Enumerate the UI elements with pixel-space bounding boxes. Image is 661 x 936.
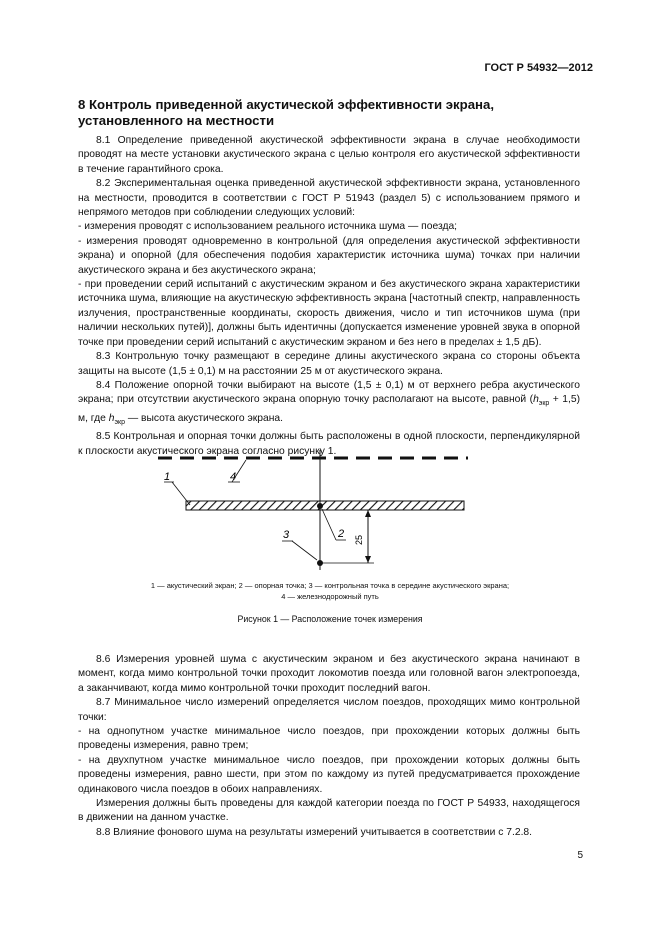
- figure-caption: Рисунок 1 — Расположение точек измерения: [237, 614, 423, 624]
- h-subscript: экр: [538, 400, 550, 408]
- page-number: 5: [577, 850, 583, 861]
- figure-label-1: 1: [164, 471, 171, 483]
- paragraph-8-1: 8.1 Определение приведенной акустической эффективности экрана в случае необходимости проводят на месте установки акустического экрана с целью контроля его акустической эффективности в течение гарантийного срока.: [78, 135, 580, 175]
- leader-2: [322, 509, 336, 540]
- body-text-top: [78, 134, 580, 459]
- figure-legend-line2: 4 — железнодорожный путь: [281, 592, 379, 601]
- document-code: ГОСТ Р 54932—2012: [484, 62, 593, 74]
- figure-label-2: 2: [338, 528, 345, 540]
- arrow-head: [365, 556, 371, 563]
- figure-diagram: [150, 448, 480, 573]
- section-title-line1: 8 Контроль приведенной акустической эффективности экрана,: [78, 97, 494, 112]
- p84-part1: 8.4 Положение опорной точки выбирают на высоте (1,5 ± 0,1) м от верхнего ребра акустического экрана; при отсутствии акустического экрана опорную точку располагают на высоте, равной (: [78, 379, 580, 406]
- arrow-head: [365, 510, 371, 517]
- h-symbol: h: [108, 412, 115, 424]
- paragraph-8-4: [78, 379, 580, 430]
- body-text-bottom: [78, 653, 580, 840]
- section-heading: [78, 97, 538, 129]
- list-item: - измерения проводят одновременно в контрольной (для определения акустической эффективности экрана) и опорной (для обеспечения подобия характеристик источника шума) точках при наличии акустического экрана и без акустического экрана;: [78, 235, 580, 276]
- h-subscript: экр: [114, 418, 125, 426]
- figure-1: [150, 448, 480, 578]
- paragraph-measurements: Измерения должны быть проведены для каждой категории поезда по ГОСТ Р 54933, находящегося в движении на данном участке.: [78, 798, 580, 824]
- list-item: - на двухпутном участке минимальное число поездов, при прохождении которых должны быть проведены измерения, равно шести, при этом по каждому из путей предусматривается прохождение одинакового числа поездов в обоих направлениях.: [78, 754, 580, 795]
- leader-3: [292, 541, 317, 560]
- h-symbol: h: [533, 394, 539, 406]
- figure-legend-line1: 1 — акустический экран; 2 — опорная точка; 3 — контрольная точка в середине акустического экрана;: [150, 581, 510, 590]
- paragraph-8-7: 8.7 Минимальное число измерений определяется числом поездов, проходящих мимо контрольной точки:: [78, 697, 580, 723]
- p84-part3: — высота акустического экрана.: [124, 412, 283, 424]
- paragraph-8-6: 8.6 Измерения уровней шума с акустическим экраном и без акустического экрана начинают в момент, когда мимо контрольной точки проходит локомотив поезда или головной вагон электропоезда, а заканчивают, когда мимо контрольной точки проходит последний вагон.: [78, 654, 580, 694]
- paragraph-8-5: 8.5 Контрольная и опорная точки должны быть расположены в одной плоскости, перпендикулярной к плоскости акустического экрана согласно рисунку 1.: [78, 431, 580, 457]
- dimension-label: 25: [354, 534, 364, 546]
- acoustic-barrier: [186, 501, 464, 510]
- paragraph-8-8: 8.8 Влияние фонового шума на результаты измерений учитывается в соответствии с 7.2.8.: [96, 826, 533, 838]
- list-item: - измерения проводят с использованием реального источника шума — поезда;: [78, 221, 458, 233]
- p84-part2: + 1,5) м, где: [78, 394, 580, 424]
- list-item: - при проведении серий испытаний с акустическим экраном и без акустического экрана характеристики источника шума, влияющие на акустическую эффективность экрана [частотный спектр, направленность излучения, пространственные координаты, скорость движения, число и тип источников шума (при наличии нескольких путей)], должны быть идентичны (допускается изменение уровней звука в опорной точке при проведении серий испытаний с акустическим экраном и без него в пределах ± 1,5 дБ).: [78, 279, 580, 348]
- figure-label-3: 3: [283, 529, 290, 541]
- paragraph-8-3: 8.3 Контрольную точку размещают в середине длины акустического экрана со стороны объекта защиты на высоте (1,5 ± 0,1) м на расстоянии 25 м от акустического экрана.: [78, 351, 580, 377]
- figure-label-4: 4: [230, 471, 237, 483]
- figure-legend: [90, 580, 570, 602]
- leader-1: [172, 482, 190, 505]
- reference-point: [317, 503, 323, 509]
- paragraph-8-2: 8.2 Экспериментальная оценка приведенной акустической эффективности экрана, установленного на местности, проводится в соответствии с ГОСТ Р 51943 (раздел 5) с использованием прямого и непрямого методов при соблюдении следующих условий:: [78, 178, 580, 219]
- section-title-line2: установленного на местности: [78, 113, 275, 128]
- list-item: - на однопутном участке минимальное число поездов, при прохождении которых должны быть проведены измерения, равно трем;: [78, 726, 580, 752]
